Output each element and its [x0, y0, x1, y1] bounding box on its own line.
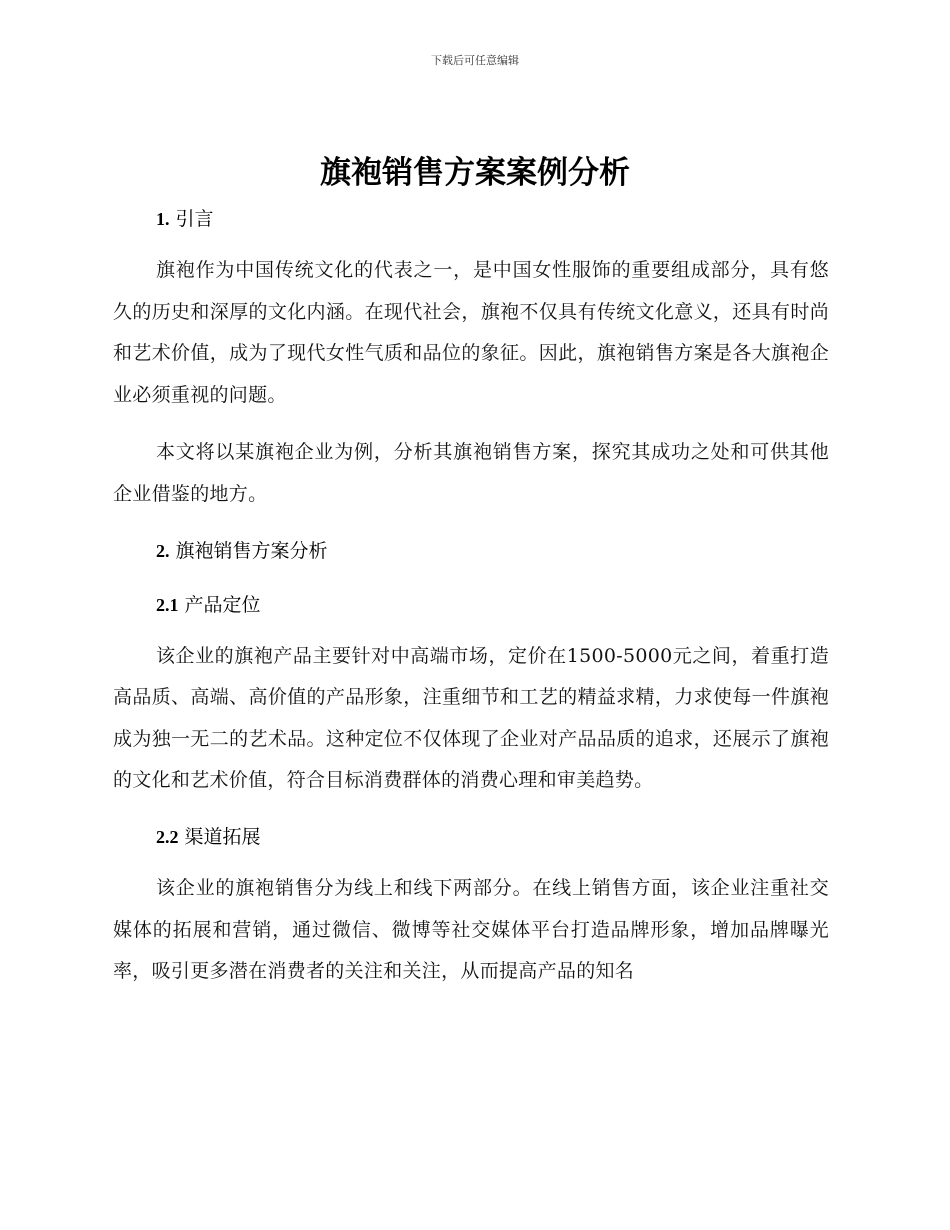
section-heading-analysis	[113, 532, 829, 570]
section-number: 2.2	[156, 826, 179, 847]
section-title: 引言	[175, 208, 214, 230]
header-note: 下载后可任意编辑	[431, 54, 519, 67]
section-title: 旗袍销售方案分析	[175, 539, 328, 562]
section-number: 2.	[156, 540, 170, 561]
section-heading-intro	[113, 200, 829, 238]
document-title: 旗袍销售方案案例分析	[320, 155, 630, 191]
section-title: 产品定位	[184, 593, 261, 616]
paragraph: 该企业的旗袍产品主要针对中高端市场，定价在1500-5000元之间，着重打造高品质、高端、高价值的产品形象，注重细节和工艺的精益求精，力求使每一件旗袍成为独一无二的艺术品。这种定位不仅体现了企业对产品品质的追求，还展示了旗袍的文化和艺术价值，符合目标消费群体的消费心理和审美趋势。	[113, 644, 829, 792]
document-body	[113, 200, 829, 993]
section-heading-positioning	[113, 586, 829, 624]
section-title: 渠道拓展	[184, 825, 261, 848]
section-number: 1.	[156, 209, 170, 229]
paragraph: 旗袍作为中国传统文化的代表之一，是中国女性服饰的重要组成部分，具有悠久的历史和深厚的文化内涵。在现代社会，旗袍不仅具有传统文化意义，还具有时尚和艺术价值，成为了现代女性气质和品位的象征。因此，旗袍销售方案是各大旗袍企业必须重视的问题。	[113, 259, 829, 406]
paragraph: 该企业的旗袍销售分为线上和线下两部分。在线上销售方面，该企业注重社交媒体的拓展和营销，通过微信、微博等社交媒体平台打造品牌形象，增加品牌曝光率，吸引更多潜在消费者的关注和关注，从而提高产品的知名	[113, 876, 829, 983]
section-heading-channels	[113, 818, 829, 856]
section-number: 2.1	[156, 594, 179, 615]
paragraph: 本文将以某旗袍企业为例，分析其旗袍销售方案，探究其成功之处和可供其他企业借鉴的地方。	[113, 441, 829, 505]
